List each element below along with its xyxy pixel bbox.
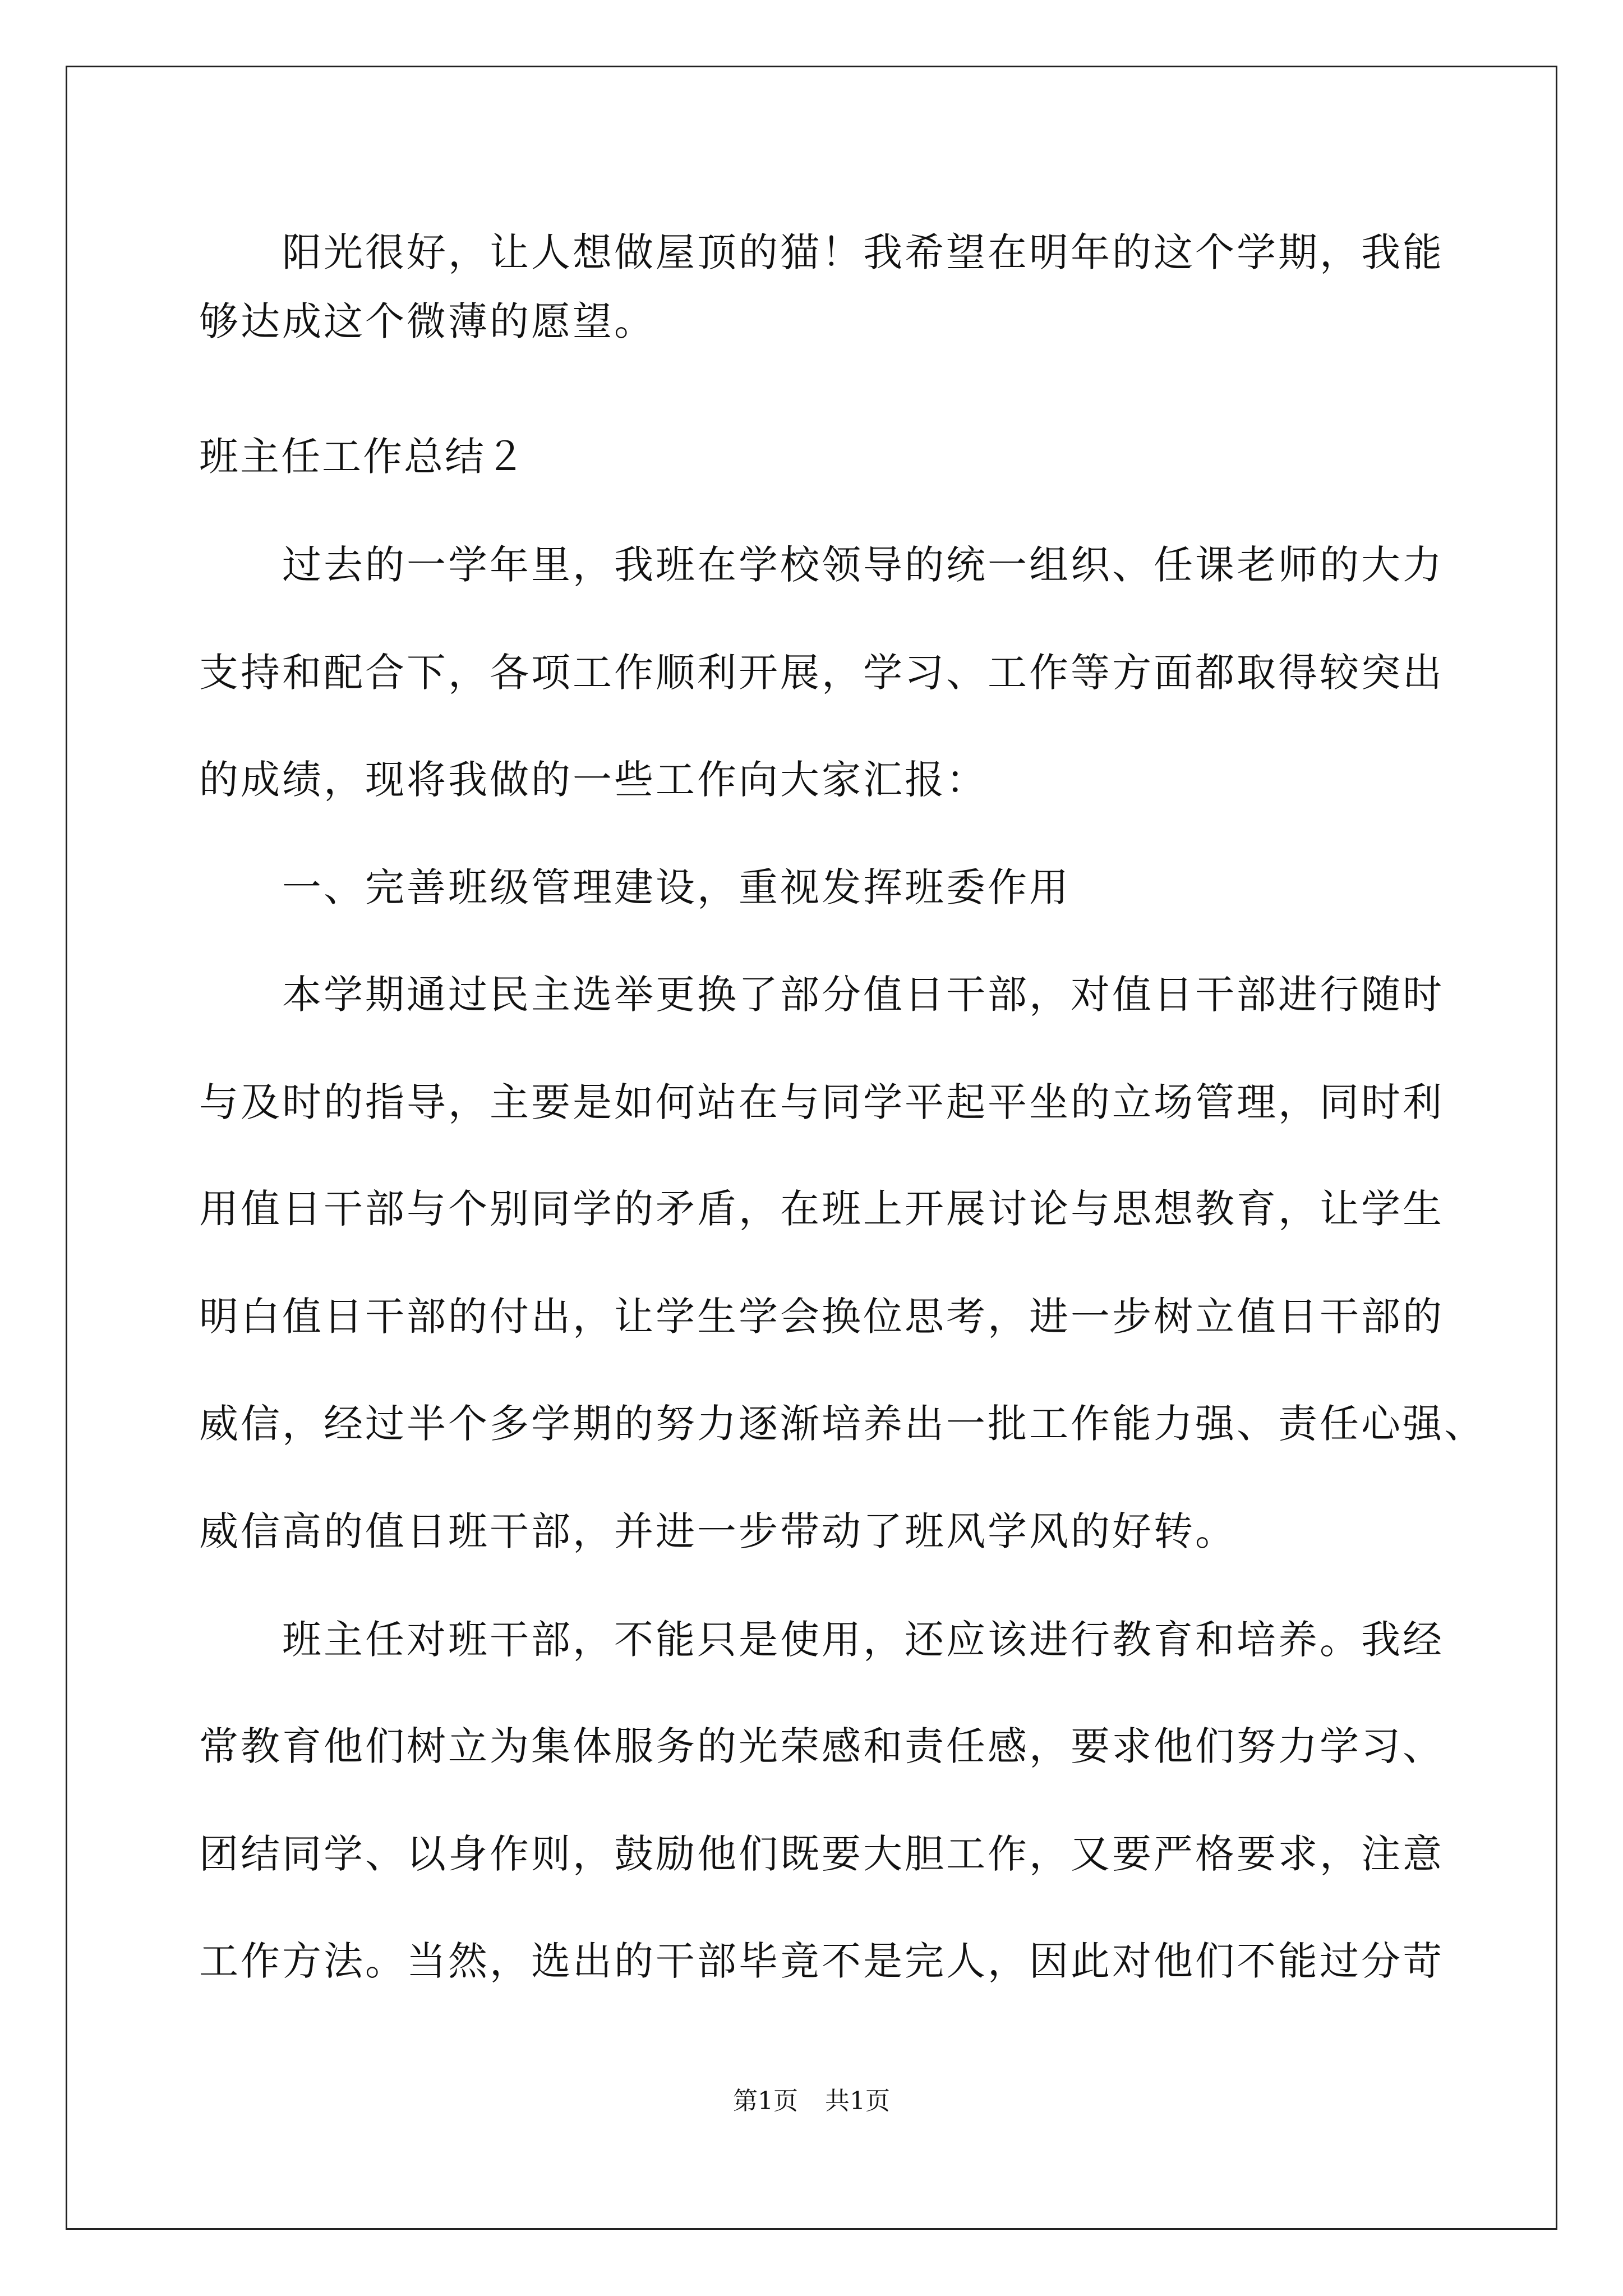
- paragraph-line: 的成绩，现将我做的一些工作向大家汇报：: [199, 757, 988, 803]
- paragraph-line: 工作方法。当然，选出的干部毕竟不是完人，因此对他们不能过分苛: [199, 1938, 1444, 1984]
- paragraph-line: 阳光很好，让人想做屋顶的猫！我希望在明年的这个学期，我能: [282, 229, 1444, 275]
- paragraph-line: 威信高的值日班干部，并进一步带动了班风学风的好转。: [199, 1508, 1237, 1554]
- paragraph-line: 与及时的指导，主要是如何站在与同学平起平坐的立场管理，同时利: [199, 1079, 1444, 1125]
- page-number: 第1页: [733, 2087, 798, 2115]
- page-border: [66, 66, 1557, 2230]
- paragraph-line: 明白值日干部的付出，让学生学会换位思考，进一步树立值日干部的: [199, 1294, 1444, 1340]
- paragraph-line: 班主任对班干部，不能只是使用，还应该进行教育和培养。我经: [282, 1617, 1444, 1663]
- paragraph-line: 够达成这个微薄的愿望。: [199, 298, 656, 344]
- paragraph-line: 威信，经过半个多学期的努力逐渐培养出一批工作能力强、责任心强、: [199, 1401, 1486, 1447]
- paragraph-line: 支持和配合下，各项工作顺利开展，学习、工作等方面都取得较突出: [199, 650, 1444, 696]
- section-heading: 班主任工作总结２: [199, 434, 527, 480]
- paragraph-line: 常教育他们树立为集体服务的光荣感和责任感，要求他们努力学习、: [199, 1723, 1444, 1769]
- page-total: 共1页: [825, 2087, 890, 2115]
- paragraph-line: 团结同学、以身作则，鼓励他们既要大胆工作，又要严格要求，注意: [199, 1831, 1444, 1877]
- paragraph-line: 过去的一学年里，我班在学校领导的统一组织、任课老师的大力: [282, 542, 1444, 588]
- paragraph-line: 本学期通过民主选举更换了部分值日干部，对值日干部进行随时: [282, 972, 1444, 1018]
- subheading: 一、完善班级管理建设，重视发挥班委作用: [282, 864, 1071, 910]
- page-footer: [0, 2086, 1623, 2117]
- paragraph-line: 用值日干部与个别同学的矛盾，在班上开展讨论与思想教育，让学生: [199, 1186, 1444, 1232]
